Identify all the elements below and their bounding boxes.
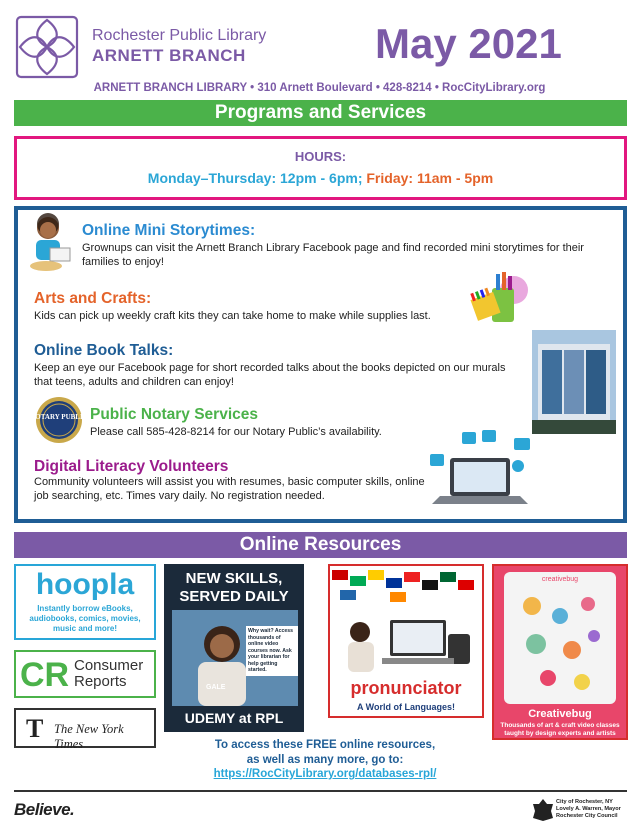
hours-box: [14, 136, 627, 200]
cr-line2: Reports: [74, 673, 127, 690]
crafts-text: Kids can pick up weekly craft kits they can take home to make while supplies last.: [34, 310, 431, 322]
nyt-card[interactable]: [14, 708, 156, 751]
databases-link[interactable]: https://RocCityLibrary.org/databases-rpl/: [213, 768, 437, 780]
month-title: May 2021: [375, 20, 562, 67]
nyt-logo-text: The New York Times: [54, 722, 124, 751]
booktalks-title: Online Book Talks:: [34, 342, 174, 359]
literacy-text: Community volunteers will assist you with resumes, basic computer skills, online job searching, etc. Times vary daily. No registration needed.: [34, 476, 425, 502]
udemy-headline: [166, 570, 302, 606]
hoopla-card[interactable]: [14, 564, 156, 640]
believe-logo: Believe.: [14, 800, 75, 819]
hoopla-text: Instantly borrow eBooks, audiobooks, comics, movies, music and more!: [29, 604, 141, 633]
udemy-card[interactable]: [164, 564, 304, 732]
city-line2: Lovely A. Warren, Mayor: [556, 806, 621, 812]
resources-note: [170, 738, 480, 768]
storytime-title: Online Mini Storytimes:: [82, 222, 256, 239]
udemy-note: Why wait? Access thousands of online video courses now. Ask your librarian for help getting started.: [246, 626, 298, 676]
storytime-child-image: [26, 214, 74, 274]
notary-seal: [30, 396, 88, 444]
address-line: ARNETT BRANCH LIBRARY • 310 Arnett Boulevard • 428-8214 • RocCityLibrary.org: [93, 82, 546, 94]
booktalks-text: Keep an eye our Facebook page for short recorded talks about the books depicted on our murals that teens, adults and children can enjoy!: [34, 362, 506, 388]
mural-photo: [532, 330, 616, 434]
nyt-logo-mark: T: [26, 714, 44, 743]
hours-weekday: Monday–Thursday: 12pm - 6pm;: [147, 170, 363, 186]
gale-logo: GALE: [206, 684, 226, 691]
creativebug-name: Creativebug: [528, 708, 592, 720]
cr-logo-text: [74, 658, 143, 690]
flags-banner: [330, 566, 482, 606]
crayons-image: [470, 268, 528, 330]
creativebug-screen-title: creativebug: [541, 576, 579, 583]
crafts-title: Arts and Crafts:: [34, 290, 152, 307]
notary-text: Please call 585-428-8214 for our Notary Public’s availability.: [90, 426, 382, 438]
hoopla-logo: hoopla: [35, 568, 135, 601]
branch-name: ARNETT BRANCH: [92, 46, 246, 65]
city-line3: Rochester City Council: [556, 813, 618, 819]
cr-line1: Consumer: [74, 657, 144, 674]
resources-note-line1: To access these FREE online resources,: [214, 739, 436, 751]
notary-seal-text: NOTARY PUBLIC: [30, 413, 88, 421]
cr-logo-mark: CR: [20, 656, 70, 694]
pronunciator-logo: pronunciator: [350, 678, 462, 698]
pronunciator-devices: [340, 610, 476, 676]
resources-header: Online Resources: [14, 532, 627, 558]
craft-swatches: [512, 586, 608, 696]
udemy-headline1: NEW SKILLS,: [185, 570, 283, 587]
resources-note-line2: as well as many more, go to:: [246, 754, 404, 766]
notary-title: Public Notary Services: [90, 406, 258, 423]
creativebug-tablet: [504, 572, 616, 704]
udemy-headline2: SERVED DAILY: [179, 588, 289, 605]
library-name: [92, 26, 266, 66]
laptop-image: [428, 430, 532, 508]
footer-divider: [14, 790, 627, 792]
consumer-reports-card[interactable]: [14, 650, 156, 698]
library-logo: [14, 14, 80, 80]
hours-friday: Friday: 11am - 5pm: [366, 170, 494, 186]
hours-label: HOURS:: [294, 149, 347, 164]
udemy-footer: UDEMY at RPL: [184, 710, 284, 726]
hours-text: [17, 170, 624, 186]
programs-header: Programs and Services: [14, 100, 627, 126]
storytime-text: Grownups can visit the Arnett Branch Library Facebook page and find recorded mini storytimes for their families to enjoy!: [82, 242, 584, 268]
pronunciator-tagline: A World of Languages!: [357, 702, 455, 712]
city-line1: City of Rochester, NY: [556, 799, 613, 805]
library-name-line1: Rochester Public Library: [92, 27, 267, 44]
city-credit: [556, 799, 621, 820]
creativebug-text: Thousands of art & craft video classes taught by design experts and artists: [500, 722, 620, 737]
city-seal-icon: [532, 798, 554, 822]
creativebug-card[interactable]: [492, 564, 628, 740]
pronunciator-card[interactable]: [328, 564, 484, 718]
literacy-title: Digital Literacy Volunteers: [34, 458, 229, 475]
